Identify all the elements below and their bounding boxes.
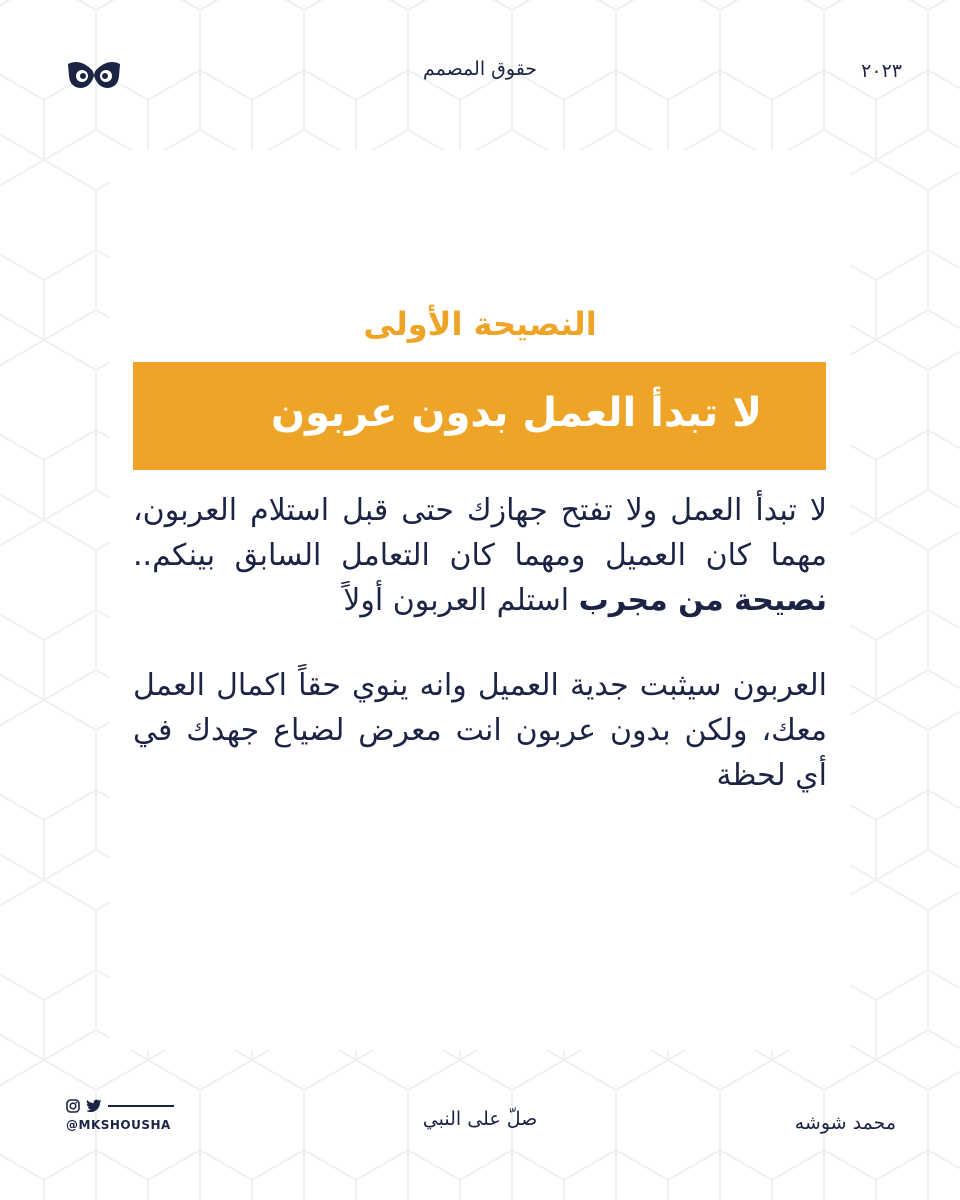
paragraph-1-start: لا تبدأ العمل ولا تفتح جهازك حتى قبل استلام العربون، مهما كان العميل ومهما كان التعامل السابق بينكم..: [133, 493, 827, 573]
instagram-icon[interactable]: [66, 1099, 80, 1113]
social-icons: [66, 1098, 174, 1114]
footer-blessing: صلّ على النبي: [422, 1108, 538, 1130]
author-name: محمد شوشه: [794, 1112, 896, 1134]
title-banner: [133, 362, 826, 470]
twitter-icon[interactable]: [86, 1099, 102, 1113]
owl-eyes-icon: [66, 60, 122, 92]
banner-title: لا تبدأ العمل بدون عربون: [270, 390, 762, 436]
paragraph-1-end: استلم العربون أولاً: [343, 583, 579, 618]
social-handle[interactable]: @MKSHOUSHA: [66, 1118, 171, 1132]
paragraph-1-bold: نصيحة من مجرب: [578, 583, 827, 618]
year-label: ٢٠٢٣: [861, 60, 902, 82]
paragraph-1: [133, 488, 827, 623]
body-text: [133, 488, 827, 798]
social-divider-line: [108, 1105, 174, 1107]
paragraph-2: العربون سيثبت جدية العميل وانه ينوي حقاً اكمال العمل معك، ولكن بدون عربون انت معرض لضياع جهدك في أي لحظة: [133, 668, 827, 793]
header-title: حقوق المصمم: [422, 58, 538, 80]
social-block: [66, 1098, 174, 1132]
tip-heading: النصيحة الأولى: [363, 305, 597, 343]
